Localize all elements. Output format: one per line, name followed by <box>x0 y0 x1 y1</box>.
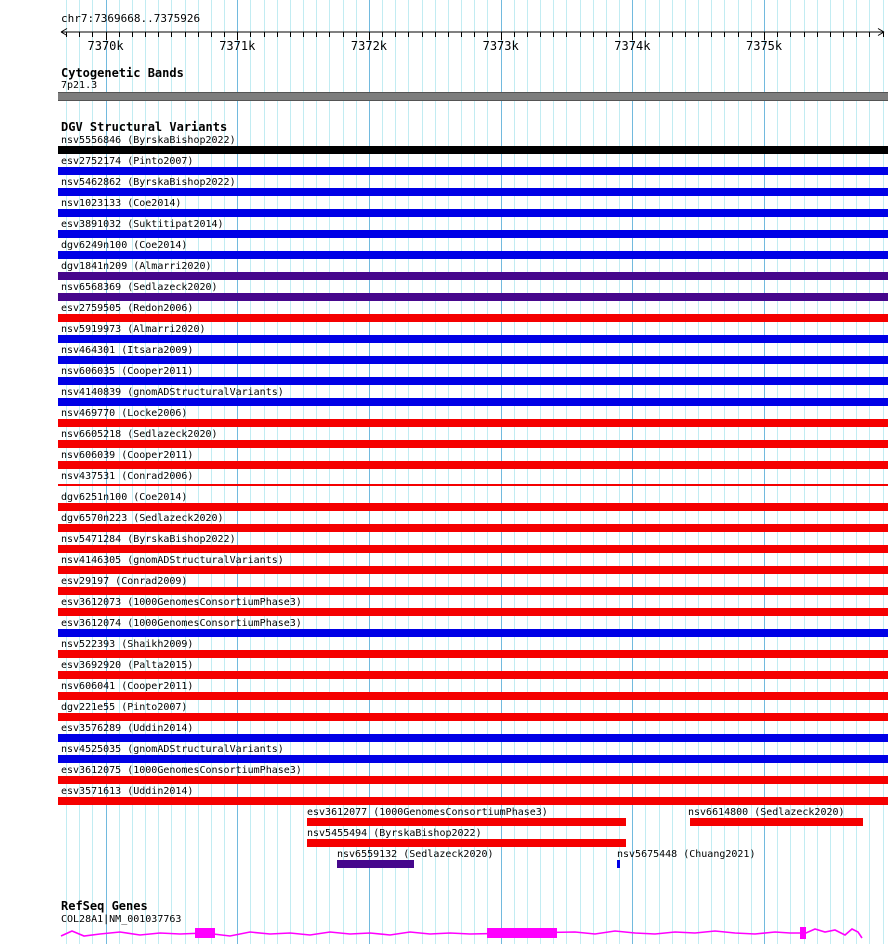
variant-bar[interactable] <box>58 692 888 700</box>
variant-bar[interactable] <box>307 839 626 847</box>
variant-row-label[interactable]: dgv1841n209 (Almarri2020) <box>61 261 212 272</box>
variant-bar[interactable] <box>58 461 888 469</box>
variant-bar[interactable] <box>337 860 414 868</box>
cytogenetic-section-title: Cytogenetic Bands <box>61 66 184 80</box>
variant-bar[interactable] <box>58 335 888 343</box>
variant-bar[interactable] <box>58 545 888 553</box>
gene-exon <box>487 928 557 938</box>
variant-row-label[interactable]: esv3891032 (Suktitipat2014) <box>61 219 224 230</box>
variant-row-label[interactable]: esv3612075 (1000GenomesConsortiumPhase3) <box>61 765 302 776</box>
variant-bar[interactable] <box>690 818 863 826</box>
variant-bar[interactable] <box>58 146 888 154</box>
cytoband-bar[interactable] <box>58 92 888 101</box>
dgv-section-title: DGV Structural Variants <box>61 120 228 134</box>
variant-row-label[interactable]: nsv5675448 (Chuang2021) <box>617 849 756 860</box>
ruler-tick-label: 7370k <box>87 39 124 53</box>
ruler-tick-label: 7373k <box>482 39 519 53</box>
variant-row-label[interactable]: dgv6249n100 (Coe2014) <box>61 240 188 251</box>
variant-row-label[interactable]: nsv606035 (Cooper2011) <box>61 366 194 377</box>
variant-bar[interactable] <box>58 484 888 486</box>
variant-bar[interactable] <box>58 314 888 322</box>
variant-bar[interactable] <box>58 293 888 301</box>
variant-row-label[interactable]: nsv464301 (Itsara2009) <box>61 345 194 356</box>
ruler-tick-label: 7374k <box>614 39 651 53</box>
variant-row-label[interactable]: esv3571613 (Uddin2014) <box>61 786 194 797</box>
variant-bar[interactable] <box>58 587 888 595</box>
variant-bar[interactable] <box>307 818 626 826</box>
variant-row-label[interactable]: nsv5462862 (ByrskaBishop2022) <box>61 177 236 188</box>
variant-bar[interactable] <box>58 524 888 532</box>
variant-row-label[interactable]: nsv606041 (Cooper2011) <box>61 681 194 692</box>
variant-row-label[interactable]: nsv6614800 (Sedlazeck2020) <box>688 807 845 818</box>
gene-exon <box>195 928 215 938</box>
variant-row-label[interactable]: nsv6605218 (Sedlazeck2020) <box>61 429 218 440</box>
variant-row-label[interactable]: esv3576289 (Uddin2014) <box>61 723 194 734</box>
variant-row-label[interactable]: nsv6559132 (Sedlazeck2020) <box>337 849 494 860</box>
variant-bar[interactable] <box>58 230 888 238</box>
variant-bar[interactable] <box>58 398 888 406</box>
variant-bar[interactable] <box>58 188 888 196</box>
variant-bar[interactable] <box>58 776 888 784</box>
ruler-tick-label: 7372k <box>350 39 388 53</box>
cytoband-label: 7p21.3 <box>61 80 98 91</box>
variant-row-label[interactable]: nsv6568369 (Sedlazeck2020) <box>61 282 218 293</box>
variant-bar[interactable] <box>58 272 888 280</box>
variant-row-label[interactable]: esv3692920 (Palta2015) <box>61 660 194 671</box>
variant-row-label[interactable]: nsv5556846 (ByrskaBishop2022) <box>61 135 236 146</box>
gene-intron-line <box>61 929 862 938</box>
variant-bar[interactable] <box>58 797 888 805</box>
variant-bar[interactable] <box>58 755 888 763</box>
variant-row-label[interactable]: esv2759505 (Redon2006) <box>61 303 194 314</box>
variant-row-label[interactable]: nsv522393 (Shaikh2009) <box>61 639 194 650</box>
variant-bar[interactable] <box>58 419 888 427</box>
variant-bar[interactable] <box>58 251 888 259</box>
variant-row-label[interactable]: dgv6570n223 (Sedlazeck2020) <box>61 513 224 524</box>
variant-row-label[interactable]: esv3612077 (1000GenomesConsortiumPhase3) <box>307 807 548 818</box>
variant-row-label[interactable]: esv3612073 (1000GenomesConsortiumPhase3) <box>61 597 302 608</box>
gene-exon <box>800 927 806 939</box>
variant-row-label[interactable]: dgv6251n100 (Coe2014) <box>61 492 188 503</box>
variant-row-label[interactable]: dgv221e55 (Pinto2007) <box>61 702 188 713</box>
refseq-section-title: RefSeq Genes <box>61 899 148 913</box>
variant-bar[interactable] <box>58 377 888 385</box>
variant-row-label[interactable]: nsv4525035 (gnomADStructuralVariants) <box>61 744 284 755</box>
variant-row-label[interactable]: nsv437531 (Conrad2006) <box>61 471 194 482</box>
variant-bar[interactable] <box>58 671 888 679</box>
ruler-tick-label: 7371k <box>219 39 256 53</box>
variant-row-label[interactable]: nsv4140839 (gnomADStructuralVariants) <box>61 387 284 398</box>
variant-bar[interactable] <box>58 566 888 574</box>
variant-bar[interactable] <box>58 503 888 511</box>
variant-row-label[interactable]: nsv5471284 (ByrskaBishop2022) <box>61 534 236 545</box>
variant-row-label[interactable]: nsv4146305 (gnomADStructuralVariants) <box>61 555 284 566</box>
variant-bar[interactable] <box>58 209 888 217</box>
variant-row-label[interactable]: nsv5455494 (ByrskaBishop2022) <box>307 828 482 839</box>
variant-bar[interactable] <box>58 167 888 175</box>
variant-row-label[interactable]: esv29197 (Conrad2009) <box>61 576 188 587</box>
variant-row-label[interactable]: nsv469770 (Locke2006) <box>61 408 188 419</box>
variant-row-label[interactable]: nsv606039 (Cooper2011) <box>61 450 194 461</box>
variant-bar[interactable] <box>58 629 888 637</box>
variant-bar[interactable] <box>58 734 888 742</box>
variant-bar[interactable] <box>58 608 888 616</box>
variant-bar[interactable] <box>617 860 620 868</box>
ruler-tick-label: 7375k <box>746 39 783 53</box>
region-coordinates-label: chr7:7369668..7375926 <box>61 12 201 25</box>
variant-row-label[interactable]: nsv1023133 (Coe2014) <box>61 198 182 209</box>
gene-model[interactable] <box>0 920 890 944</box>
gene-name-label[interactable]: COL28A1|NM_001037763 <box>61 914 182 925</box>
variant-row-label[interactable]: esv3612074 (1000GenomesConsortiumPhase3) <box>61 618 302 629</box>
variant-bar[interactable] <box>58 713 888 721</box>
variant-bar[interactable] <box>58 650 888 658</box>
variant-row-label[interactable]: nsv5919973 (Almarri2020) <box>61 324 206 335</box>
variant-bar[interactable] <box>58 356 888 364</box>
variant-bar[interactable] <box>58 440 888 448</box>
variant-row-label[interactable]: esv2752174 (Pinto2007) <box>61 156 194 167</box>
